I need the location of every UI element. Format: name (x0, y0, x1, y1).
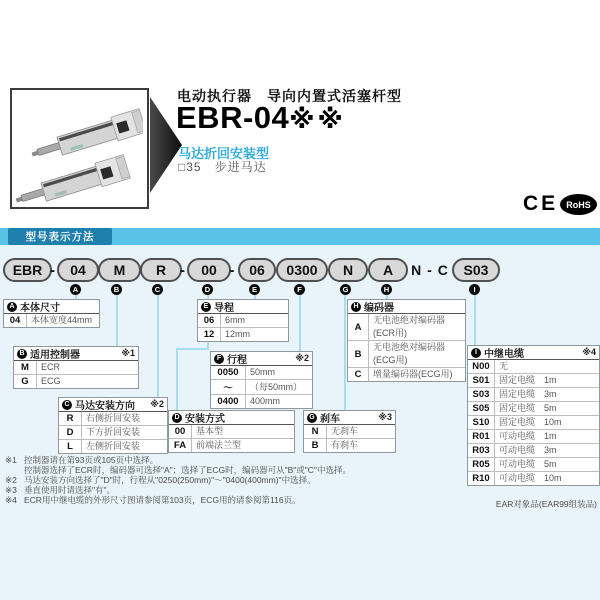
table-header (468, 346, 599, 360)
table-row (348, 314, 465, 340)
row-label: 基本型 (196, 426, 224, 437)
footnote-1b (5, 465, 351, 475)
table-row (198, 314, 288, 327)
row-code: N (304, 425, 327, 438)
footnote-text: 马达安装方向选择了"D"时，行程从"0250(250mm)"〜"0400(400mm)"中选择。 (24, 475, 316, 485)
product-subtitle: 电动执行器 导向内置式活塞杆型 (177, 88, 402, 104)
index-b-icon: B (17, 349, 27, 359)
index-c: C (152, 284, 163, 295)
code-dash: - (50, 261, 55, 279)
table-body-size (3, 299, 100, 328)
index-b: B (111, 284, 122, 295)
row-code: A (348, 314, 369, 340)
table-title: 行程 (227, 355, 247, 366)
row-code: G (14, 375, 37, 388)
index-g-icon: G (307, 413, 317, 423)
footnote-mark: ※4 (5, 495, 17, 505)
table-header (304, 411, 395, 425)
row-label: 前端法兰型 (196, 440, 242, 451)
table-title: 中继电缆 (484, 349, 524, 360)
table-note: ※2 (295, 353, 309, 363)
row-code: R05 (468, 458, 495, 471)
row-code: N00 (468, 360, 495, 373)
cable-type: 可动电缆 (499, 431, 536, 442)
row-label (495, 444, 561, 457)
table-brake (303, 410, 396, 453)
table-row (304, 425, 395, 438)
ear-note: EAR对象品(EAR99组装品) (495, 499, 597, 509)
footnote-mark (5, 465, 24, 475)
index-c-icon: C (62, 400, 72, 410)
table-row (211, 379, 312, 394)
cable-type: 可动电缆 (499, 473, 536, 484)
product-title (176, 100, 346, 136)
table-header (198, 300, 288, 314)
connector-line-b (116, 291, 118, 347)
index-h-icon: H (351, 302, 361, 312)
table-title: 适用控制器 (30, 350, 80, 361)
row-label-2: (ECR用) (373, 328, 407, 338)
index-d-icon: D (172, 413, 182, 423)
cable-type: 固定电缆 (499, 375, 536, 386)
table-controller (13, 346, 139, 389)
footnote-text: ECR用中继电缆的外形尺寸图请参阅第103页，ECG用的请参阅第116页。 (24, 495, 301, 505)
code-segment-fixed: N - C (411, 262, 449, 278)
index-h: H (381, 284, 392, 295)
connector-line-c (157, 291, 159, 398)
code-segment-ebr: EBR (3, 258, 52, 282)
table-header (348, 300, 465, 314)
table-note: ※3 (378, 412, 392, 422)
table-row (468, 457, 599, 471)
cable-type: 固定电缆 (499, 403, 536, 414)
footnote-mark: ※3 (5, 485, 17, 495)
row-label (495, 430, 561, 443)
footnote-mark: ※1 (5, 455, 17, 465)
table-row (4, 314, 99, 327)
row-code: 〜 (211, 380, 246, 394)
footnote-3 (5, 485, 115, 495)
table-note: ※1 (121, 348, 135, 358)
row-label: 无电池绝对编码器 (373, 342, 446, 353)
footnote-2 (5, 475, 316, 485)
table-title: 编码器 (364, 303, 394, 314)
row-code: FA (169, 439, 192, 452)
connector-line-f (299, 291, 301, 352)
code-dash: - (180, 261, 185, 279)
footnote-text: 控制器选择了ECR时，编码器可选择"A"；选择了ECG时，编码器可从"B"或"C"中选择。 (24, 465, 351, 475)
table-row (59, 439, 167, 453)
section-title: 型号表示方法 (8, 228, 112, 245)
table-cable (467, 345, 600, 486)
row-code: 06 (198, 314, 221, 327)
cable-length: 3m (544, 445, 557, 456)
table-row (348, 367, 465, 381)
row-label (495, 402, 561, 415)
table-lead (197, 299, 289, 342)
cable-length: 10m (544, 417, 562, 428)
table-title: 马达安装方向 (75, 401, 135, 412)
cable-length: 1m (544, 375, 557, 386)
index-f: F (294, 284, 305, 295)
row-code: S01 (468, 374, 495, 387)
connector-line-d3 (176, 348, 178, 411)
row-label: 无电池绝对编码器 (373, 315, 446, 326)
table-row (468, 401, 599, 415)
product-photo-frame (10, 88, 149, 209)
row-code: 0050 (211, 366, 246, 379)
row-code: 12 (198, 328, 221, 341)
code-segment-controller: M (98, 258, 141, 282)
row-label: 本体宽度44mm (31, 315, 93, 326)
table-encoder (347, 299, 466, 382)
row-code: M (14, 361, 37, 374)
row-label: 下方折回安装 (86, 427, 141, 438)
footnote-text: 控制器请在第93页或105页中选择。 (24, 455, 159, 465)
table-title: 本体尺寸 (20, 303, 60, 314)
footnote-4 (5, 495, 301, 505)
table-motor-direction (58, 397, 168, 454)
row-code: S05 (468, 402, 495, 415)
table-header (169, 411, 294, 425)
table-row (468, 360, 599, 373)
table-header (211, 352, 312, 366)
code-segment-size: 04 (57, 258, 99, 282)
cable-type: 可动电缆 (499, 459, 536, 470)
code-segment-brake: N (328, 258, 368, 282)
index-a-icon: A (7, 302, 17, 312)
row-label: ECG (41, 376, 61, 387)
row-label: 400mm (250, 396, 281, 407)
row-label: 50mm (250, 367, 276, 378)
row-label: 无 (499, 361, 509, 372)
row-code: R10 (468, 472, 495, 485)
table-header (59, 398, 167, 412)
row-code: D (59, 426, 82, 439)
table-row (14, 374, 138, 388)
code-segment-direction: R (140, 258, 182, 282)
connector-line-i (474, 291, 476, 346)
code-segment-encoder: A (368, 258, 408, 282)
row-label: 12mm (225, 329, 251, 340)
row-label: ECR (41, 362, 61, 373)
product-model: EBR-04 (176, 100, 290, 135)
table-mounting (168, 410, 295, 453)
row-code: B (304, 439, 327, 452)
table-row (348, 340, 465, 367)
row-label (495, 388, 561, 401)
index-g: G (340, 284, 351, 295)
cable-length: 5m (544, 403, 557, 414)
footnote-text: 垂直使用时请选择"有"。 (24, 485, 116, 495)
code-segment-mounting: 00 (187, 258, 231, 282)
table-row (169, 438, 294, 452)
index-a: A (70, 284, 81, 295)
cable-type: 固定电缆 (499, 417, 536, 428)
index-i-icon: I (471, 348, 481, 358)
table-header (4, 300, 99, 314)
table-row (59, 425, 167, 439)
product-photo (12, 90, 143, 203)
index-e-icon: E (201, 302, 211, 312)
code-segment-stroke: 0300 (276, 258, 328, 282)
table-row (59, 412, 167, 425)
rohs-icon: RoHS (560, 194, 597, 215)
code-dash: - (229, 261, 235, 279)
table-note: ※4 (582, 347, 596, 357)
index-i: I (469, 284, 480, 295)
table-header (14, 347, 138, 361)
table-row (468, 415, 599, 429)
table-title: 安装方式 (185, 414, 225, 425)
row-code: S03 (468, 388, 495, 401)
motor-size-label: □35 步进马达 (178, 160, 267, 174)
table-row (169, 425, 294, 438)
row-label-2: (ECG用) (373, 355, 408, 365)
table-row (304, 438, 395, 452)
product-model-suffix: ※※ (289, 104, 346, 134)
cable-type: 固定电缆 (499, 389, 536, 400)
row-code: B (348, 341, 369, 367)
row-code: L (59, 440, 82, 453)
row-code: 0400 (211, 395, 246, 408)
row-code: 04 (4, 314, 27, 327)
row-label (495, 374, 561, 387)
connector-line-d2 (176, 348, 209, 350)
ce-mark-icon: CE (523, 192, 559, 215)
cable-length: 1m (544, 431, 557, 442)
table-title: 刹车 (320, 414, 340, 425)
table-row (468, 429, 599, 443)
table-row (468, 387, 599, 401)
table-row (468, 373, 599, 387)
row-label: 右侧折回安装 (86, 413, 141, 424)
table-row (211, 366, 312, 379)
index-f-icon: F (214, 354, 224, 364)
connector-line-g (344, 291, 346, 411)
table-note: ※2 (150, 399, 164, 409)
row-code: R01 (468, 430, 495, 443)
mount-type-label: 马达折回安装型 (178, 146, 270, 161)
row-label: 增量编码器(ECG用) (373, 369, 453, 380)
row-label (495, 472, 566, 485)
row-label: 有刹车 (331, 440, 359, 451)
cable-length: 5m (544, 459, 557, 470)
row-code: 00 (169, 425, 192, 438)
row-code: S10 (468, 416, 495, 429)
cable-length: 3m (544, 389, 557, 400)
footnote-1 (5, 455, 158, 465)
row-label: 左侧折回安装 (86, 441, 141, 452)
cable-type: 可动电缆 (499, 445, 536, 456)
row-code: C (348, 368, 369, 381)
table-row (468, 443, 599, 457)
index-d: D (202, 284, 213, 295)
row-label (495, 416, 566, 429)
table-title: 导程 (214, 303, 234, 314)
table-stroke (210, 351, 313, 409)
row-label (495, 458, 561, 471)
code-segment-cable: S03 (452, 258, 500, 282)
table-row (468, 471, 599, 485)
table-row (14, 361, 138, 374)
code-segment-lead: 06 (238, 258, 276, 282)
cable-length: 10m (544, 473, 562, 484)
row-code: R03 (468, 444, 495, 457)
row-label: 无刹车 (331, 426, 359, 437)
table-row (198, 327, 288, 341)
row-code: R (59, 412, 82, 425)
footnote-mark: ※2 (5, 475, 17, 485)
row-label: 6mm (225, 315, 245, 326)
table-row (211, 394, 312, 408)
row-label: （每50mm） (250, 381, 303, 392)
index-e: E (249, 284, 260, 295)
